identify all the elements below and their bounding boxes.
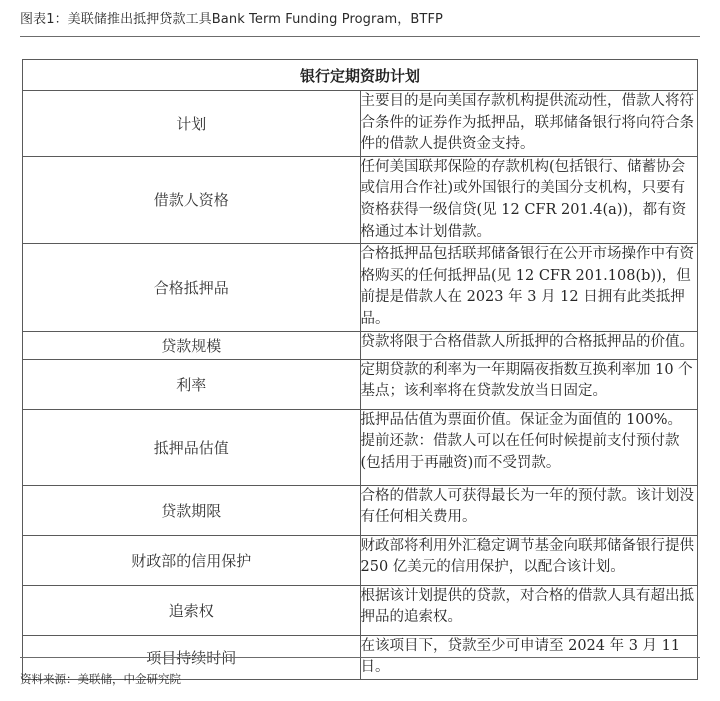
- row-label: 借款人资格: [23, 156, 361, 243]
- row-content: 根据该计划提供的贷款，对合格的借款人具有超出抵押品的追索权。: [360, 585, 698, 635]
- row-content: 定期贷款的利率为一年期隔夜指数互换利率加 10 个基点；该利率将在贷款发放当日固定。: [360, 359, 698, 409]
- row-label: 追索权: [23, 585, 361, 635]
- bottom-divider: [20, 657, 700, 658]
- table-row: [23, 359, 698, 409]
- table-row: [23, 156, 698, 243]
- row-label: 利率: [23, 359, 361, 409]
- row-label: 贷款规模: [23, 331, 361, 359]
- source-note: 资料来源：美联储，中金研究院: [20, 672, 181, 686]
- table-row: [23, 244, 698, 331]
- row-label: 贷款期限: [23, 485, 361, 535]
- row-label: 项目持续时间: [23, 635, 361, 679]
- row-content: 主要目的是向美国存款机构提供流动性，借款人将符合条件的证券作为抵押品，联邦储备银行将向符合条件的借款人提供资金支持。: [360, 91, 698, 157]
- row-content: 合格抵押品包括联邦储备银行在公开市场操作中有资格购买的任何抵押品(见 12 CFR 201.108(b))，但前提是借款人在 2023 年 3 月 12 日拥有此类抵押品。: [360, 244, 698, 331]
- figure-caption: 图表1：美联储推出抵押贷款工具Bank Term Funding Program，BTFP: [20, 12, 443, 27]
- row-content: 贷款将限于合格借款人所抵押的合格抵押品的价值。: [360, 331, 698, 359]
- top-divider: [20, 36, 700, 37]
- prepayment-text: 提前还款：借款人可以在任何时候提前支付预付款(包括用于再融资)而不受罚款。: [360, 433, 680, 471]
- table-row: [23, 409, 698, 485]
- row-content: 任何美国联邦保险的存款机构(包括银行、储蓄协会或信用合作社)或外国银行的美国分支机构，只要有资格获得一级信贷(见 12 CFR 201.4(a))，都有资格通过本计划借款。: [360, 156, 698, 243]
- row-label: 合格抵押品: [23, 244, 361, 331]
- row-content: 合格的借款人可获得最长为一年的预付款。该计划没有任何相关费用。: [360, 485, 698, 535]
- table-title-row: [23, 60, 698, 91]
- table-row: [23, 585, 698, 635]
- table-row: [23, 535, 698, 585]
- table-title: 银行定期资助计划: [23, 60, 698, 91]
- table-row: [23, 485, 698, 535]
- row-content: [360, 409, 698, 485]
- row-content: 在该项目下，贷款至少可申请至 2024 年 3 月 11 日。: [360, 635, 698, 679]
- table-row: [23, 91, 698, 157]
- row-label: 计划: [23, 91, 361, 157]
- row-label: 财政部的信用保护: [23, 535, 361, 585]
- table-row: [23, 331, 698, 359]
- valuation-text: 抵押品估值为票面价值。保证金为面值的 100%。: [360, 411, 683, 428]
- program-table: [22, 59, 698, 680]
- row-content: 财政部将利用外汇稳定调节基金向联邦储备银行提供 250 亿美元的信用保护，以配合该计划。: [360, 535, 698, 585]
- row-label: 抵押品估值: [23, 409, 361, 485]
